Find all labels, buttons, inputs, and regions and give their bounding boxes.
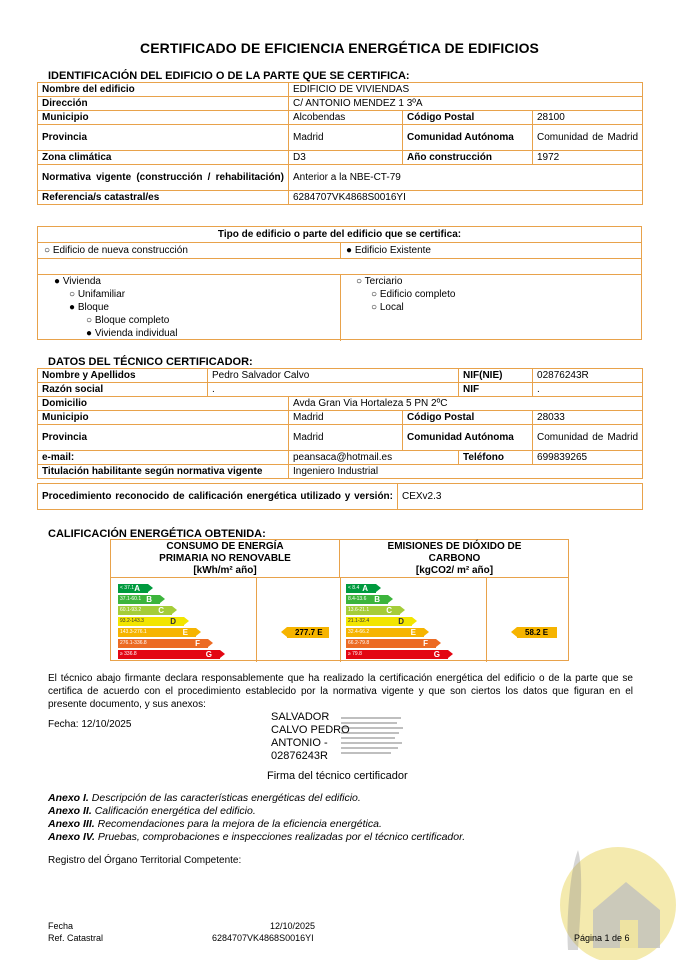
label: Zona climática [38, 151, 289, 165]
value: CEXv2.3 [398, 484, 643, 510]
declaracion-text: El técnico abajo firmante declara responsablemente que ha realizado la certificación energética del edificio o de la parte que se certifica de acuerdo con el procedimiento establecido por la normativa vigente y que son ciertos los datos que figuran en el presente documento, y sus anexos: [48, 673, 633, 710]
rating-bar-b [118, 595, 160, 604]
label: Nombre del edificio [38, 83, 289, 97]
value: EDIFICIO DE VIVIENDAS [289, 83, 643, 97]
value: C/ ANTONIO MENDEZ 1 3ºA [289, 97, 643, 111]
label: Provincia [38, 125, 289, 151]
anexo-label: Anexo III. [48, 818, 95, 830]
signature-line: ANTONIO - [271, 737, 328, 749]
rating-letter: G [205, 650, 212, 659]
rating-range: 93.2-143.3 [120, 618, 144, 624]
tipo-empty-row [38, 259, 641, 275]
value: Alcobendas [289, 111, 403, 125]
label: NIF [459, 383, 533, 397]
label: Teléfono [459, 451, 533, 465]
rating-letter: C [386, 606, 392, 615]
rating-bar-b [346, 595, 388, 604]
rating-range: < 37.1 [120, 585, 135, 591]
value: . [208, 383, 459, 397]
signature-line: CALVO PEDRO [271, 724, 350, 736]
digital-signature-details [339, 714, 409, 756]
emisiones-header [340, 540, 569, 578]
option-bloque-completo: ○ Bloque completo [86, 315, 170, 326]
rating-letter: B [374, 595, 380, 604]
rating-range: 276.1-336.8 [120, 640, 147, 646]
rating-bar-e [118, 628, 196, 637]
value: peansaca@hotmail.es [289, 451, 459, 465]
value: 28100 [533, 111, 643, 125]
anexo-item [48, 792, 361, 805]
rating-range: 66.2-79.8 [348, 640, 370, 646]
option-local: ○ Local [371, 302, 404, 313]
label: Código Postal [403, 411, 533, 425]
rating-range: 21.1-32.4 [348, 618, 370, 624]
value: 1972 [533, 151, 643, 165]
rating-range: 8.4-13.6 [348, 596, 367, 602]
consumo-units: [kWh/m² año] [193, 565, 257, 576]
label: Razón social [38, 383, 208, 397]
rating-range: 143.3-276.1 [120, 629, 147, 635]
rating-letter: B [146, 595, 152, 604]
rating-range: ≥ 79.8 [348, 651, 362, 657]
label: Procedimiento reconocido de calificación energética utilizado y versión: [38, 484, 398, 510]
page-title: CERTIFICADO DE EFICIENCIA ENERGÉTICA DE EDIFICIOS [140, 40, 539, 56]
option-vivienda: ● Vivienda [54, 276, 101, 287]
value: . [533, 383, 643, 397]
label: Año construcción [403, 151, 533, 165]
value: Ingeniero Industrial [289, 465, 643, 479]
consumo-rating-arrow: 277.7 E [287, 627, 329, 638]
anexo-text: Descripción de las características energéticas del edificio. [91, 792, 361, 804]
rating-range: 32.4-66.2 [348, 629, 370, 635]
label: Referencia/s catastral/es [38, 191, 289, 205]
firma-caption: Firma del técnico certificador [267, 770, 408, 782]
signature-line: 02876243R [271, 750, 328, 762]
option-nueva: ○ Edificio de nueva construcción [44, 245, 188, 256]
label: Código Postal [403, 111, 533, 125]
value: 28033 [533, 411, 643, 425]
emisiones-units: [kgCO2/ m² año] [415, 565, 494, 576]
rating-letter: E [182, 628, 188, 637]
rating-bar-a [346, 584, 376, 593]
tecnico-table [37, 368, 643, 479]
rating-letter: F [423, 639, 428, 648]
procedimiento-table [37, 483, 643, 510]
rating-letter: C [158, 606, 164, 615]
rating-range: 37.1-60.1 [120, 596, 142, 602]
rating-bar-c [346, 606, 400, 615]
value: Madrid [289, 411, 403, 425]
value: Pedro Salvador Calvo [208, 369, 459, 383]
rating-bar-a [118, 584, 148, 593]
rating-letter: D [398, 617, 404, 626]
label: Municipio [38, 111, 289, 125]
rating-range: 60.1-93.2 [120, 607, 142, 613]
rating-bar-c [118, 606, 172, 615]
footer-fecha-label: Fecha [48, 921, 74, 931]
rating-bar-f [118, 639, 208, 648]
value: Comunidad de Madrid [533, 125, 643, 151]
rating-range: 13.6-21.1 [348, 607, 370, 613]
rating-letter: F [195, 639, 200, 648]
label: e-mail: [38, 451, 289, 465]
label: Comunidad Autónoma [403, 425, 533, 451]
anexo-item [48, 831, 465, 844]
value: Avda Gran Via Hortaleza 5 PN 2ºC [289, 397, 643, 411]
rating-bar-d [118, 617, 184, 626]
label: Titulación habilitante según normativa vigente [38, 465, 289, 479]
tipo-edificio-box [37, 226, 642, 340]
anexo-text: Recomendaciones para la mejora de la eficiencia energética. [97, 818, 382, 830]
label: NIF(NIE) [459, 369, 533, 383]
rating-letter: A [362, 584, 368, 593]
label: Domicilio [38, 397, 289, 411]
value: 699839265 [533, 451, 643, 465]
option-terciario: ○ Terciario [356, 276, 403, 287]
anexo-text: Pruebas, comprobaciones e inspecciones realizadas por el técnico certificador. [97, 831, 466, 843]
option-vivienda-individual: ● Vivienda individual [86, 328, 178, 339]
label: Provincia [38, 425, 289, 451]
anexo-label: Anexo IV. [48, 831, 95, 843]
label: Nombre y Apellidos [38, 369, 208, 383]
consumo-header [111, 540, 340, 578]
rating-range: < 8.4 [348, 585, 360, 591]
footer-ref-label: Ref. Catastral [48, 933, 104, 943]
label: Comunidad Autónoma [403, 125, 533, 151]
option-edificio-completo: ○ Edificio completo [371, 289, 456, 300]
identificacion-heading: IDENTIFICACIÓN DEL EDIFICIO O DE LA PARTE QUE SE CERTIFICA: [48, 70, 410, 82]
value: 02876243R [533, 369, 643, 383]
rating-bar-g [346, 650, 448, 659]
rating-letter: D [170, 617, 176, 626]
emisiones-rating-arrow: 58.2 E [517, 627, 557, 638]
registro-text: Registro del Órgano Territorial Competente: [48, 855, 242, 866]
consumo-title-1: CONSUMO DE ENERGÍA [166, 541, 284, 552]
emisiones-title-2: CARBONO [428, 553, 481, 564]
emisiones-title-1: EMISIONES DE DIÓXIDO DE [387, 541, 522, 552]
signature-name [271, 711, 350, 763]
value: Madrid [289, 425, 403, 451]
anexo-label: Anexo I. [48, 792, 89, 804]
value: D3 [289, 151, 403, 165]
rating-bar-g [118, 650, 220, 659]
rating-range: ≥ 336.8 [120, 651, 137, 657]
footer-fecha: 12/10/2025 [270, 921, 316, 931]
option-existente: ● Edificio Existente [346, 245, 431, 256]
rating-letter: E [410, 628, 416, 637]
rating-bar-d [346, 617, 412, 626]
value: Comunidad de Madrid [533, 425, 643, 451]
value: 6284707VK4868S0016YI [289, 191, 643, 205]
identificacion-table [37, 82, 643, 205]
option-unifamiliar: ○ Unifamiliar [69, 289, 126, 300]
fecha-firma: Fecha: 12/10/2025 [48, 719, 132, 730]
rating-box [110, 539, 569, 661]
rating-letter: G [433, 650, 440, 659]
label: Municipio [38, 411, 289, 425]
anexo-item [48, 818, 382, 831]
signature-line: SALVADOR [271, 711, 330, 723]
rating-bar-e [346, 628, 424, 637]
rating-bar-f [346, 639, 436, 648]
digital-signature-text-image [339, 714, 409, 756]
calificacion-heading: CALIFICACIÓN ENERGÉTICA OBTENIDA: [48, 528, 266, 540]
label: Normativa vigente (construcción / rehabilitación) [38, 165, 289, 191]
rating-letter: A [134, 584, 140, 593]
anexo-text: Calificación energética del edificio. [94, 805, 256, 817]
label: Dirección [38, 97, 289, 111]
page-number: Página 1 de 6 [574, 933, 630, 943]
option-bloque: ● Bloque [69, 302, 109, 313]
tipo-heading: Tipo de edificio o parte del edificio que se certifica: [38, 227, 641, 243]
footer-ref: 6284707VK4868S0016YI [212, 933, 314, 943]
value: Anterior a la NBE-CT-79 [289, 165, 643, 191]
tecnico-heading: DATOS DEL TÉCNICO CERTIFICADOR: [48, 356, 253, 368]
consumo-title-2: PRIMARIA NO RENOVABLE [159, 553, 291, 564]
anexo-label: Anexo II. [48, 805, 92, 817]
anexo-item [48, 805, 256, 818]
value: Madrid [289, 125, 403, 151]
